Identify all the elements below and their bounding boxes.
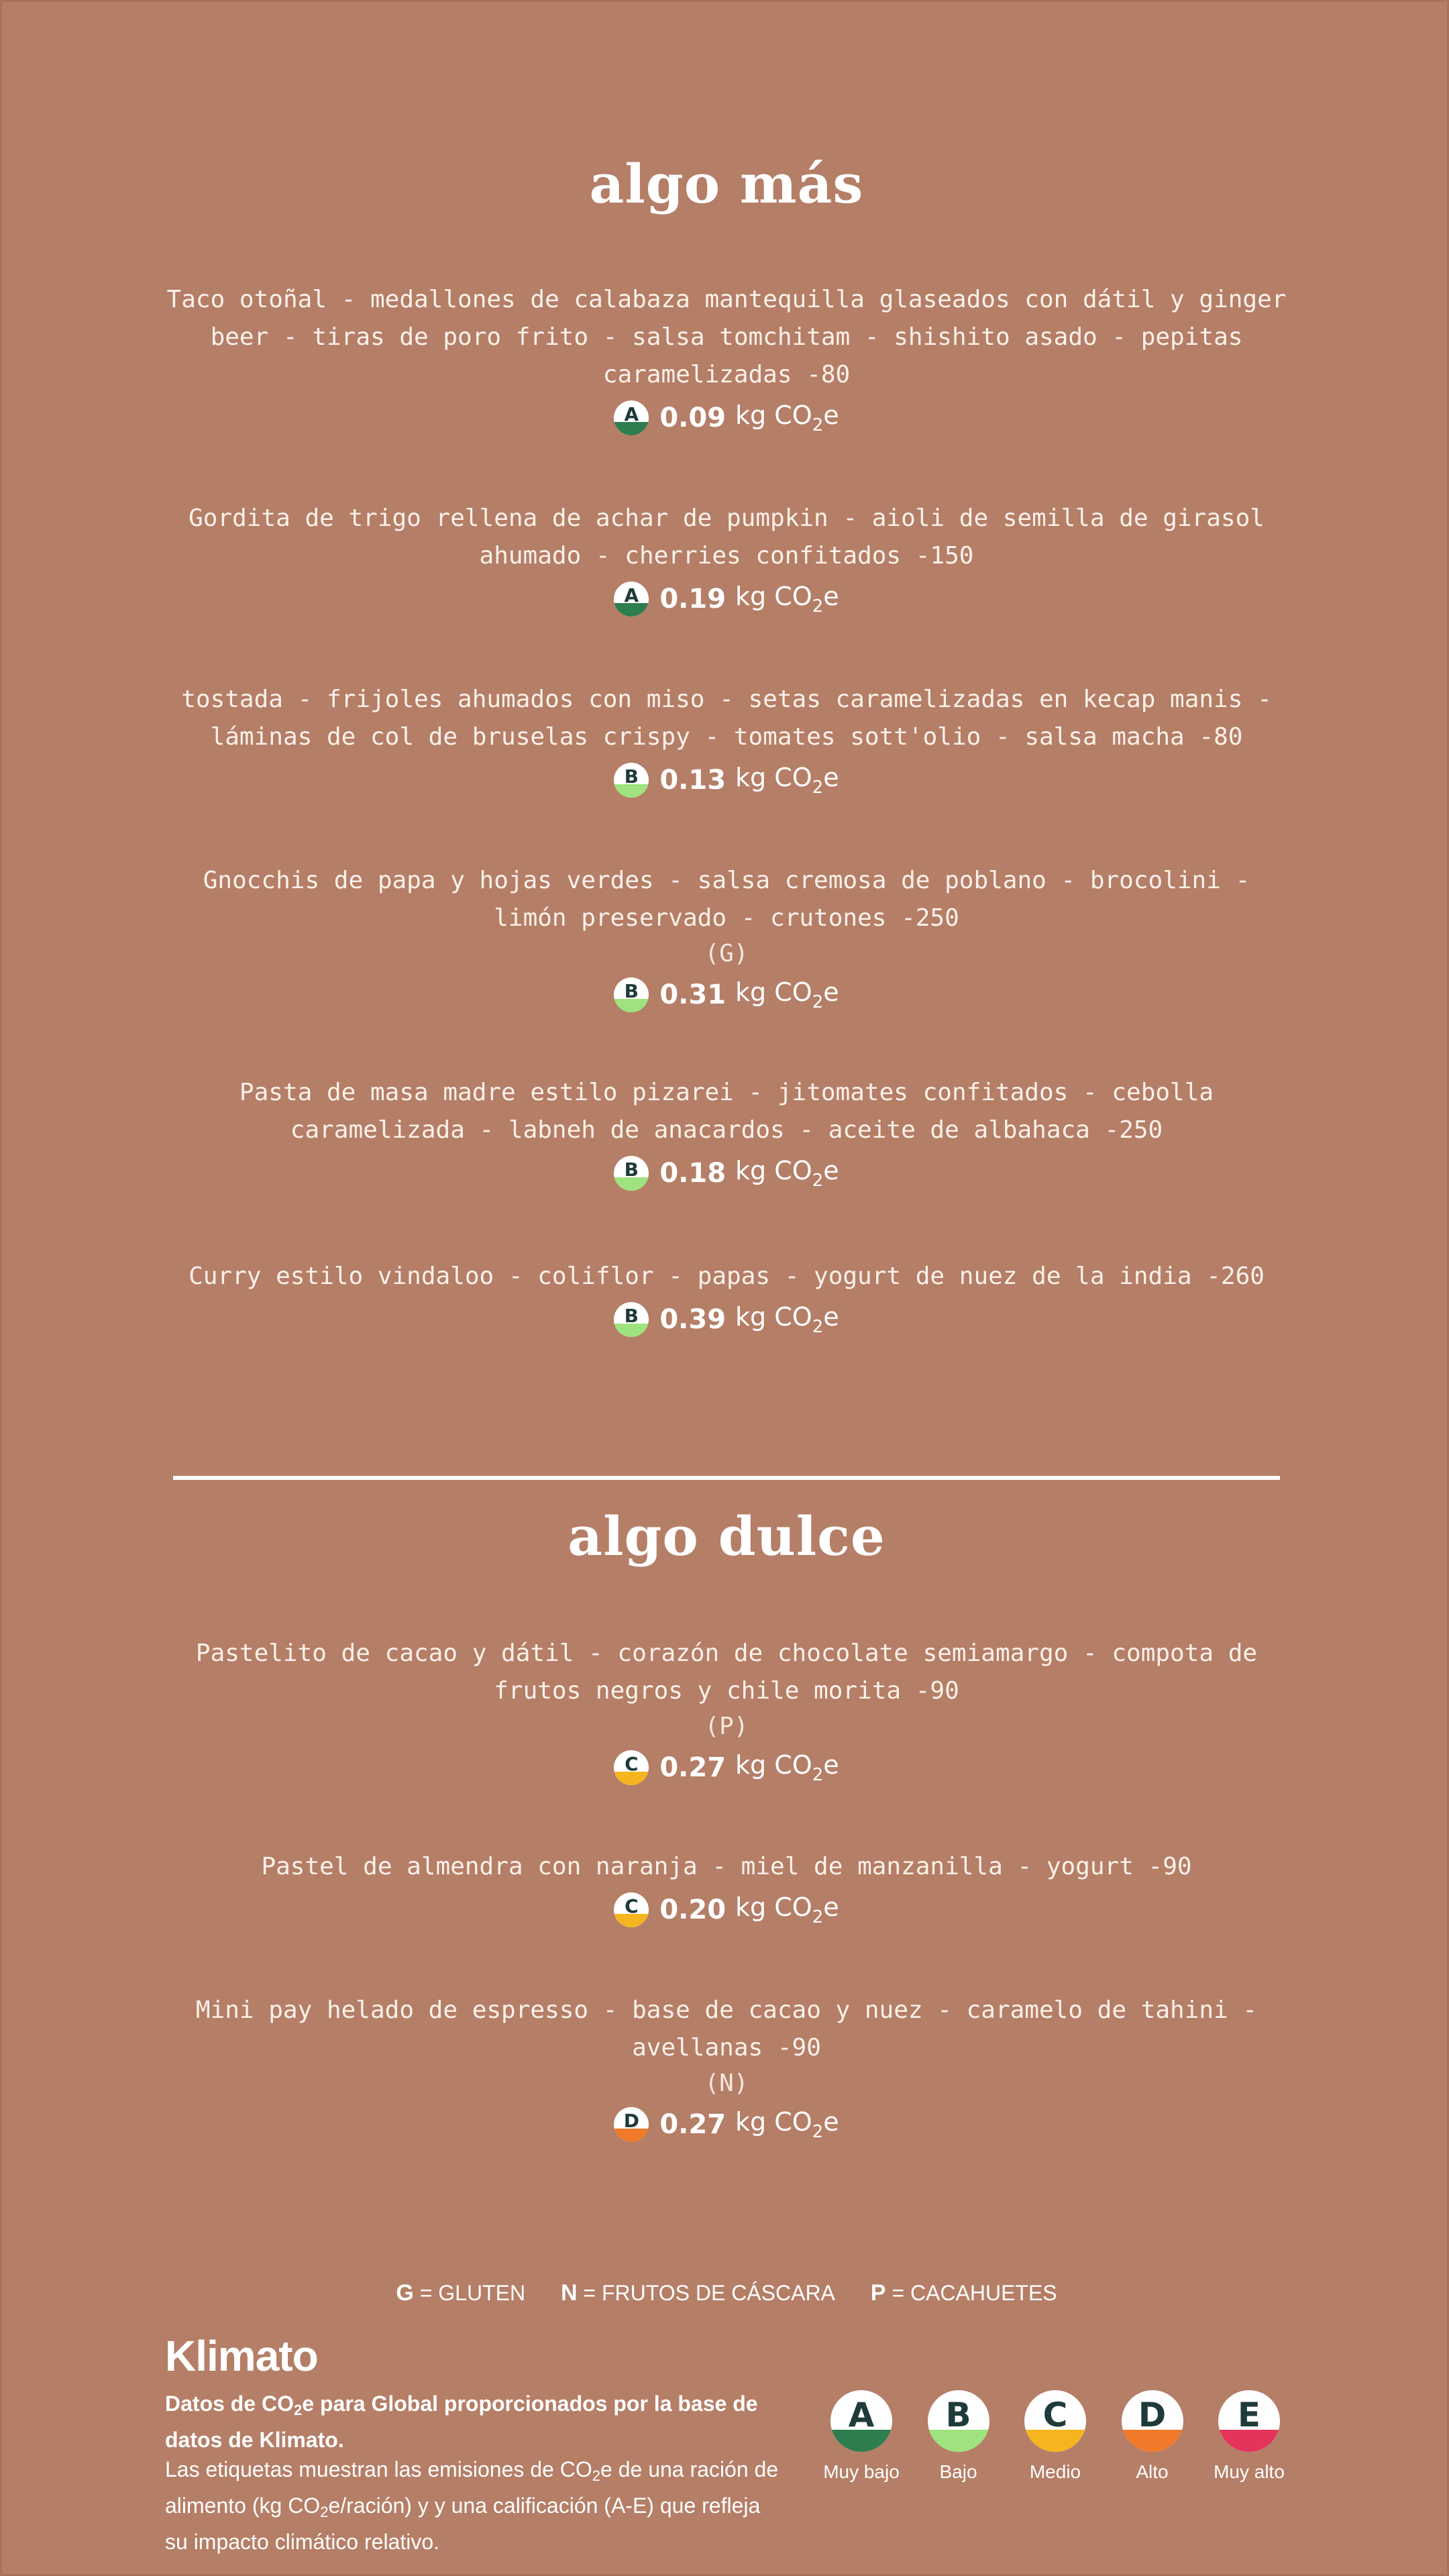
section-title: algo más xyxy=(589,152,864,215)
label-explanation: Las etiquetas muestran las emisiones de $CO_2e$ de una ración de alimento (kg $CO_2e/ración$) y y una calificación (A-E) que refleja su impacto climático relativo. xyxy=(165,2457,779,2554)
co2-unit: kg $CO_2e$ xyxy=(735,977,839,1012)
co2-rating xyxy=(614,1888,839,1931)
co2-rating xyxy=(614,578,839,621)
klimato-logo: Klimato xyxy=(165,2332,318,2380)
data-source-note: Datos de $CO_2e$ para Global proporcionados por la base de datos de Klimato. xyxy=(165,2392,758,2452)
co2-rating xyxy=(614,973,839,1016)
menu-item-description: Gordita de trigo rellena de achar de pumpkin - aioli de semilla de girasol ahumado - cherries confitados -150 xyxy=(189,504,1265,570)
rating-scale xyxy=(814,2390,1297,2483)
menu-item xyxy=(163,1992,1290,2146)
co2-unit: kg $CO_2e$ xyxy=(735,2107,839,2142)
co2-rating xyxy=(614,1152,839,1195)
rating-badge: A xyxy=(614,582,649,616)
menu-item xyxy=(163,500,1290,621)
co2-rating xyxy=(614,1298,839,1341)
rating-badge: C xyxy=(614,1750,649,1785)
rating-badge: A xyxy=(614,400,649,435)
allergen-legend xyxy=(2,2280,1449,2306)
co2-unit: kg $CO_2e$ xyxy=(735,1892,839,1927)
section-divider xyxy=(173,1476,1280,1480)
rating-scale-label: Bajo xyxy=(939,2461,977,2482)
allergen-code: (G) xyxy=(704,940,749,967)
menu-item xyxy=(163,1848,1290,1931)
menu-item-description: Pastelito de cacao y dátil - corazón de chocolate semiamargo - compota de frutos negros y chile morita -90 xyxy=(195,1640,1258,1705)
menu-item xyxy=(163,1258,1290,1341)
rating-scale-item xyxy=(814,2390,909,2483)
menu-item-description: tostada - frijoles ahumados con miso - setas caramelizadas en kecap manis - láminas de col de bruselas crispy - tomates sott'olio - salsa macha -80 xyxy=(181,686,1272,751)
co2-value: 0.27 xyxy=(659,2109,727,2140)
rating-badge: B xyxy=(614,977,649,1012)
rating-badge-large: B xyxy=(928,2390,989,2452)
section-title: algo dulce xyxy=(568,1505,885,1568)
co2-value: 0.18 xyxy=(659,1158,727,1189)
co2-unit: kg $CO_2e$ xyxy=(735,1302,839,1337)
co2-unit: kg $CO_2e$ xyxy=(735,1750,839,1785)
allergen-legend-item: G = GLUTEN xyxy=(396,2280,526,2306)
rating-badge-large: E xyxy=(1218,2390,1280,2452)
rating-badge: B xyxy=(614,1156,649,1191)
rating-scale-item xyxy=(1008,2390,1103,2483)
rating-scale-label: Alto xyxy=(1136,2461,1169,2482)
co2-rating xyxy=(614,396,839,439)
menu-item-description: Curry estilo vindaloo - coliflor - papas - yogurt de nuez de la india -260 xyxy=(189,1263,1265,1290)
co2-rating xyxy=(614,1746,839,1789)
co2-unit: kg $CO_2e$ xyxy=(735,582,839,616)
menu-item xyxy=(163,281,1290,439)
menu-item-description: Mini pay helado de espresso - base de cacao y nuez - caramelo de tahini - avellanas -90 xyxy=(195,1996,1258,2061)
rating-badge-large: C xyxy=(1024,2390,1086,2452)
rating-badge: C xyxy=(614,1892,649,1927)
allergen-code: (N) xyxy=(704,2070,749,2097)
rating-scale-item xyxy=(1201,2390,1297,2483)
rating-badge-large: D xyxy=(1122,2390,1183,2452)
menu-item-description: Gnocchis de papa y hojas verdes - salsa cremosa de poblano - brocolini - limón preservado - crutones -250 xyxy=(203,867,1250,932)
co2-value: 0.20 xyxy=(659,1894,727,1925)
rating-scale-item xyxy=(911,2390,1006,2483)
co2-unit: kg $CO_2e$ xyxy=(735,400,839,435)
rating-badge: D xyxy=(614,2107,649,2142)
allergen-legend-item: P = CACAHUETES xyxy=(870,2280,1057,2306)
rating-badge: B xyxy=(614,763,649,798)
menu-item xyxy=(163,1074,1290,1195)
rating-badge: B xyxy=(614,1302,649,1337)
co2-value: 0.27 xyxy=(659,1752,727,1783)
menu-item xyxy=(163,681,1290,802)
menu-item-description: Pasta de masa madre estilo pizarei - jitomates confitados - cebolla caramelizada - labneh de anacardos - aceite de albahaca -250 xyxy=(239,1079,1214,1144)
co2-rating xyxy=(614,759,839,802)
co2-value: 0.39 xyxy=(659,1304,727,1335)
rating-scale-label: Medio xyxy=(1029,2461,1081,2482)
co2-value: 0.31 xyxy=(659,979,727,1010)
co2-value: 0.09 xyxy=(659,402,727,433)
co2-unit: kg $CO_2e$ xyxy=(735,763,839,798)
rating-scale-label: Muy bajo xyxy=(823,2461,900,2482)
co2-unit: kg $CO_2e$ xyxy=(735,1156,839,1191)
co2-value: 0.19 xyxy=(659,584,727,614)
rating-badge-large: A xyxy=(830,2390,892,2452)
allergen-code: (P) xyxy=(704,1713,749,1740)
menu-item xyxy=(163,862,1290,1016)
menu-item xyxy=(163,1635,1290,1789)
rating-scale-label: Muy alto xyxy=(1214,2461,1285,2482)
allergen-legend-item: N = FRUTOS DE CÁSCARA xyxy=(560,2280,835,2306)
menu-item-description: Pastel de almendra con naranja - miel de manzanilla - yogurt -90 xyxy=(261,1853,1192,1880)
co2-rating xyxy=(614,2103,839,2146)
co2-value: 0.13 xyxy=(659,765,727,796)
menu-item-description: Taco otoñal - medallones de calabaza mantequilla glaseados con dátil y ginger beer - tiras de poro frito - salsa tomchitam - shishito asado - pepitas caramelizadas -80 xyxy=(166,286,1287,388)
rating-scale-item xyxy=(1105,2390,1200,2483)
